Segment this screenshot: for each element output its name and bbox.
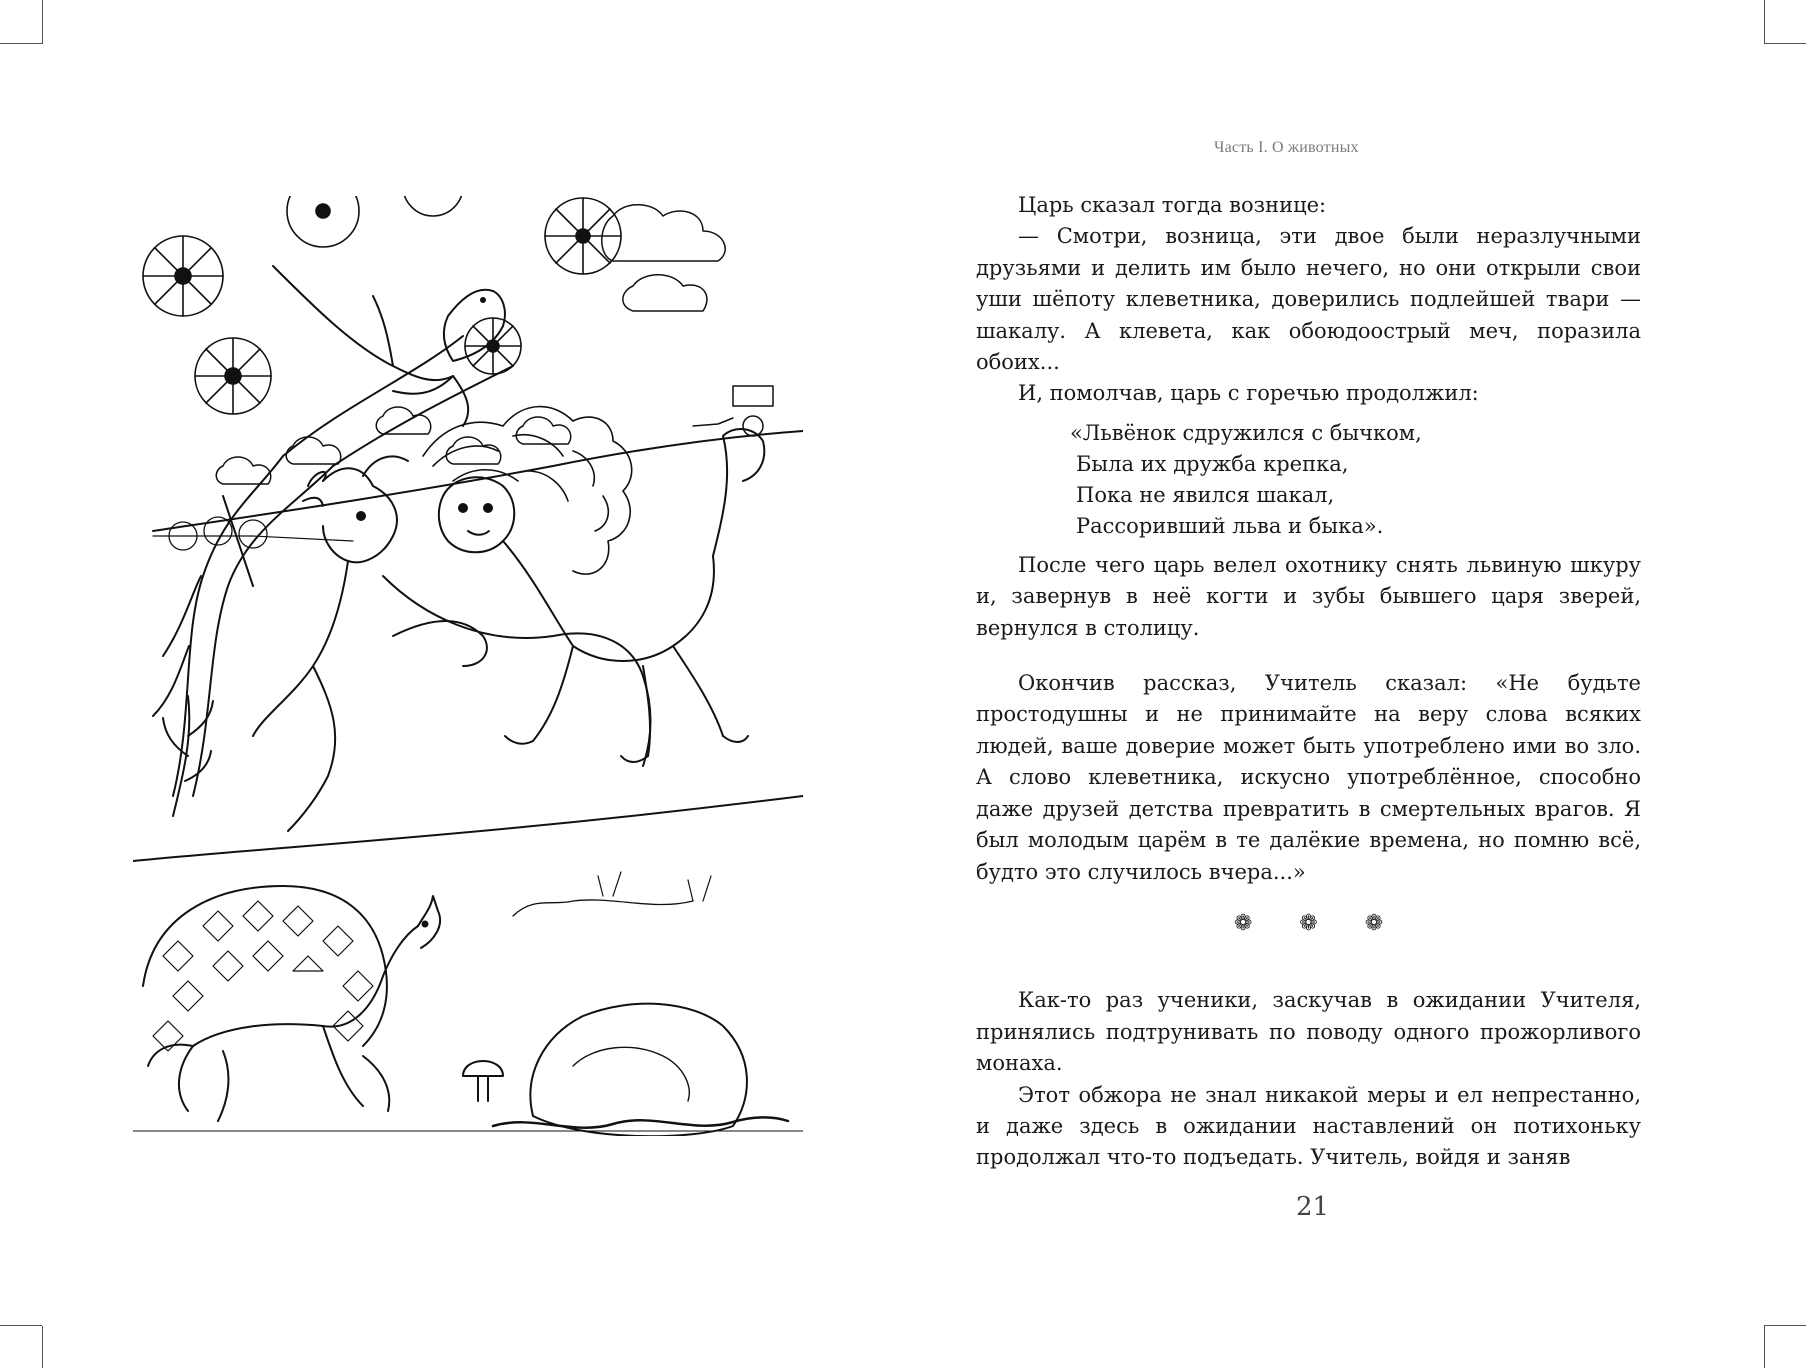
poem-line: Была их дружба крепка, [1076,451,1349,476]
illustration [133,196,803,1136]
teacher-paragraph: Окончив рассказ, Учитель сказал: «Не будьте простодушны и не принимайте на веру слова всяких людей, ваше доверие может быть употреблено ими во зло. А слово клеветника, искусно употреблённое, способно даже друзей детства превратить в смертельных врагов. Я был молодым царём в те далёкие времена, но помню всё, будто это случилось вчера...» [976,671,1641,884]
crop-mark [1764,1325,1806,1326]
top-scene [133,196,803,861]
poem-line: Рассоривший льва и быка». [1076,513,1384,538]
paragraph: И, помолчав, царь с горечью продолжил: [1018,381,1479,406]
crop-mark [42,1326,43,1368]
crop-mark [1764,43,1806,44]
paragraph: — Смотри, возница, эти двое были неразлучными друзьями и делить им было нечего, но они открыли свои уши шёпоту клеветника, доверились подлейшей твари — шакалу. А клевета, как обоюдоострый меч, поразила обоих... [976,224,1641,375]
body-text [976,190,1641,1174]
line-art-illustration [133,196,803,1136]
poem-line: «Львёнок сдружился с бычком, [1070,420,1422,445]
paragraph: Как-то раз ученики, заскучав в ожидании Учителя, принялись подтрунивать по поводу одного прожорливого монаха. [976,988,1641,1076]
page-number: 21 [1296,1192,1330,1222]
poem [1070,418,1641,542]
poem-line: Пока не явился шакал, [1076,482,1335,507]
bottom-scene [133,872,803,1136]
paragraph: После чего царь велел охотнику снять львиную шкуру и, завернув в неё когти и зубы бывшего царя зверей, вернулся в столицу. [976,552,1641,640]
crop-mark [0,1325,42,1326]
paragraph: Этот обжора не знал никакой меры и ел непрестанно, и даже здесь в ожидании наставлений он потихоньку продолжал что-то подъедать. Учитель, войдя и заняв [976,1082,1641,1170]
crop-mark [1764,1326,1765,1368]
crop-mark [42,0,43,44]
running-header: Часть I. О животных [1214,139,1359,156]
crop-mark [0,43,42,44]
paragraph: Царь сказал тогда вознице: [1018,193,1327,217]
crop-mark [1764,0,1765,44]
section-ornament: ❁ ❁ ❁ [1233,910,1404,936]
